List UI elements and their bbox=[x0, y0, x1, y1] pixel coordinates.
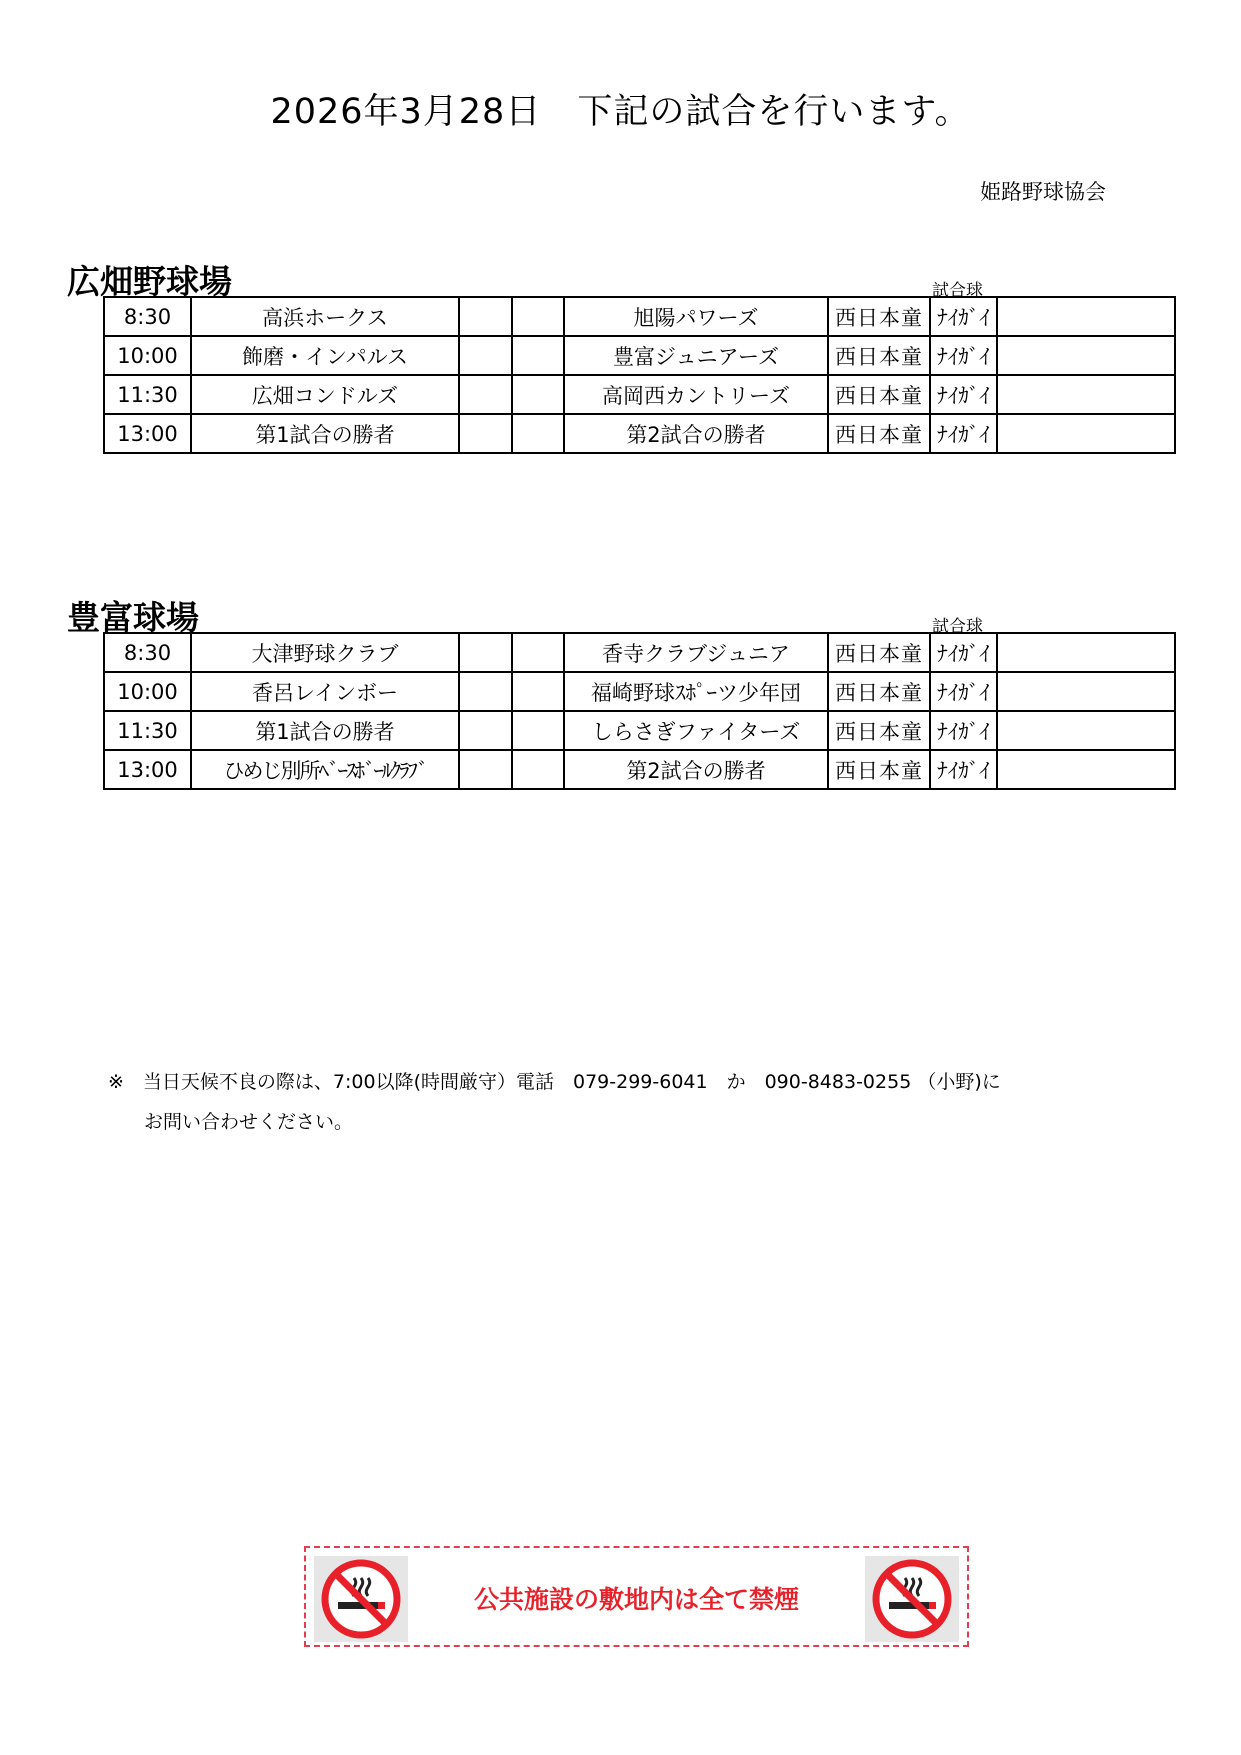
notes-cell bbox=[997, 414, 1175, 453]
table-row bbox=[104, 414, 1175, 453]
notes-cell bbox=[997, 633, 1175, 672]
away-team: 豊富ジュニアーズ bbox=[564, 336, 828, 375]
venue-title-hirohata: 広畑野球場 bbox=[67, 262, 232, 301]
notes-cell bbox=[997, 297, 1175, 336]
game-ball: ﾅｲｶﾞｲ bbox=[930, 750, 997, 789]
game-ball: ﾅｲｶﾞｲ bbox=[930, 414, 997, 453]
no-smoking-icon bbox=[865, 1556, 959, 1642]
home-team: ひめじ別所ﾍﾞｰｽﾎﾞｰﾙｸﾗﾌﾞ bbox=[191, 750, 459, 789]
game-time: 10:00 bbox=[104, 336, 191, 375]
ball-column-label: 試合球 bbox=[932, 281, 983, 301]
umpire-group: 西日本童 bbox=[828, 750, 930, 789]
score-cell-2 bbox=[512, 750, 564, 789]
game-ball: ﾅｲｶﾞｲ bbox=[930, 711, 997, 750]
game-time: 11:30 bbox=[104, 375, 191, 414]
score-cell-1 bbox=[459, 672, 512, 711]
game-ball: ﾅｲｶﾞｲ bbox=[930, 375, 997, 414]
table-row bbox=[104, 711, 1175, 750]
table-row bbox=[104, 672, 1175, 711]
umpire-group: 西日本童 bbox=[828, 336, 930, 375]
table-row bbox=[104, 750, 1175, 789]
umpire-group: 西日本童 bbox=[828, 711, 930, 750]
away-team: 旭陽パワーズ bbox=[564, 297, 828, 336]
schedule-table-toyotomi bbox=[103, 632, 1176, 790]
organizer-name: 姫路野球協会 bbox=[980, 180, 1106, 204]
home-team: 香呂レインボー bbox=[191, 672, 459, 711]
score-cell-2 bbox=[512, 711, 564, 750]
no-smoking-icon bbox=[314, 1556, 408, 1642]
home-team: 広畑コンドルズ bbox=[191, 375, 459, 414]
score-cell-1 bbox=[459, 414, 512, 453]
notice-line-1: ※ 当日天候不良の際は、7:00以降(時間厳守）電話 079-299-6041 か 090-8483-0255 （小野)に bbox=[108, 1071, 1001, 1093]
schedule-table-hirohata bbox=[103, 296, 1176, 454]
away-team: 香寺クラブジュニア bbox=[564, 633, 828, 672]
score-cell-2 bbox=[512, 297, 564, 336]
notice-line-2: お問い合わせください。 bbox=[144, 1111, 354, 1133]
score-cell-2 bbox=[512, 414, 564, 453]
home-team: 高浜ホークス bbox=[191, 297, 459, 336]
away-team: 高岡西カントリーズ bbox=[564, 375, 828, 414]
umpire-group: 西日本童 bbox=[828, 633, 930, 672]
weather-notice bbox=[108, 1062, 1001, 1142]
game-time: 10:00 bbox=[104, 672, 191, 711]
umpire-group: 西日本童 bbox=[828, 414, 930, 453]
notes-cell bbox=[997, 672, 1175, 711]
home-team: 飾磨・インパルス bbox=[191, 336, 459, 375]
umpire-group: 西日本童 bbox=[828, 297, 930, 336]
table-row bbox=[104, 297, 1175, 336]
ball-column-label: 試合球 bbox=[932, 617, 983, 637]
notes-cell bbox=[997, 336, 1175, 375]
umpire-group: 西日本童 bbox=[828, 672, 930, 711]
away-team: しらさぎファイターズ bbox=[564, 711, 828, 750]
game-ball: ﾅｲｶﾞｲ bbox=[930, 336, 997, 375]
game-time: 13:00 bbox=[104, 414, 191, 453]
away-team: 第2試合の勝者 bbox=[564, 414, 828, 453]
umpire-group: 西日本童 bbox=[828, 375, 930, 414]
score-cell-1 bbox=[459, 336, 512, 375]
score-cell-2 bbox=[512, 633, 564, 672]
home-team: 第1試合の勝者 bbox=[191, 711, 459, 750]
game-ball: ﾅｲｶﾞｲ bbox=[930, 633, 997, 672]
score-cell-2 bbox=[512, 672, 564, 711]
table-row bbox=[104, 375, 1175, 414]
game-ball: ﾅｲｶﾞｲ bbox=[930, 672, 997, 711]
venue-title-toyotomi: 豊富球場 bbox=[67, 598, 199, 637]
page-title: 2026年3月28日 下記の試合を行います。 bbox=[270, 92, 971, 132]
score-cell-2 bbox=[512, 375, 564, 414]
game-ball: ﾅｲｶﾞｲ bbox=[930, 297, 997, 336]
no-smoking-banner bbox=[304, 1546, 969, 1647]
score-cell-1 bbox=[459, 750, 512, 789]
notes-cell bbox=[997, 711, 1175, 750]
score-cell-1 bbox=[459, 633, 512, 672]
home-team: 大津野球クラブ bbox=[191, 633, 459, 672]
home-team: 第1試合の勝者 bbox=[191, 414, 459, 453]
score-cell-1 bbox=[459, 297, 512, 336]
game-time: 11:30 bbox=[104, 711, 191, 750]
table-row bbox=[104, 633, 1175, 672]
notes-cell bbox=[997, 375, 1175, 414]
away-team: 福崎野球ｽﾎﾟｰツ少年団 bbox=[564, 672, 828, 711]
table-row bbox=[104, 336, 1175, 375]
score-cell-2 bbox=[512, 336, 564, 375]
score-cell-1 bbox=[459, 711, 512, 750]
no-smoking-text: 公共施設の敷地内は全て禁煙 bbox=[473, 1585, 799, 1614]
game-time: 13:00 bbox=[104, 750, 191, 789]
game-time: 8:30 bbox=[104, 633, 191, 672]
game-time: 8:30 bbox=[104, 297, 191, 336]
away-team: 第2試合の勝者 bbox=[564, 750, 828, 789]
score-cell-1 bbox=[459, 375, 512, 414]
notes-cell bbox=[997, 750, 1175, 789]
